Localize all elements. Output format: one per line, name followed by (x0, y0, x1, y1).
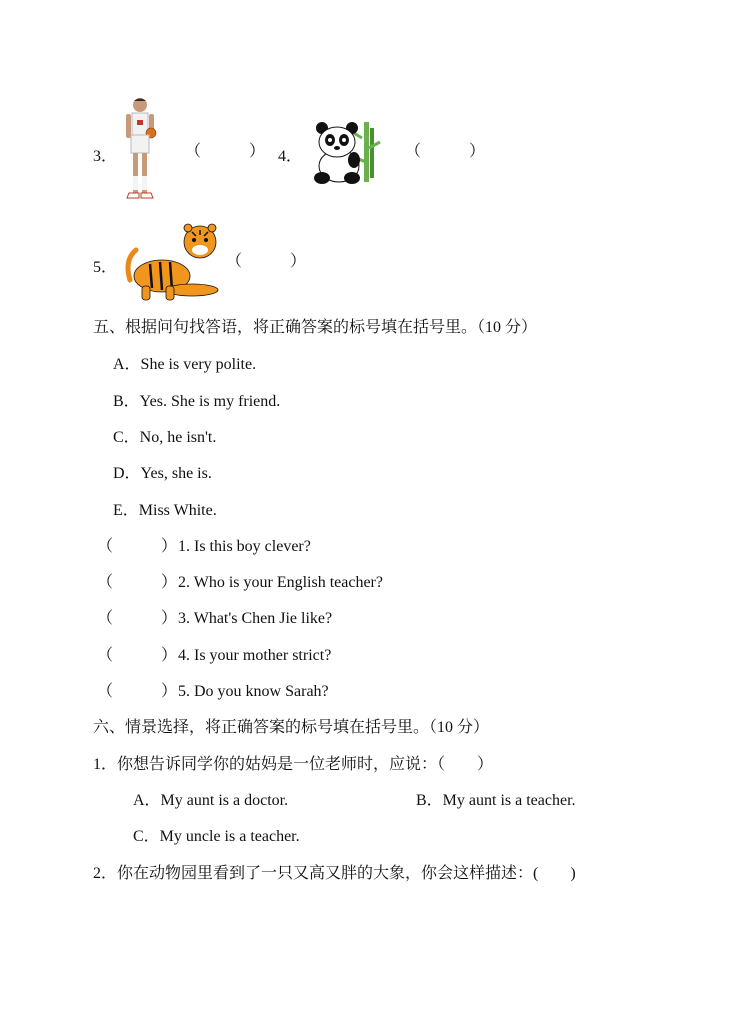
panda-icon (312, 118, 382, 188)
situation-1-option-b: B．My aunt is a teacher. (416, 792, 576, 809)
question-2-text: 2. Who is your English teacher? (178, 574, 383, 591)
answer-option-e: E．Miss White. (113, 502, 217, 519)
section-5-title: 五、根据问句找答语，将正确答案的标号填在括号里。（10 分） (93, 319, 538, 336)
question-2-paren[interactable]: （ ） (97, 574, 178, 591)
picture-answer-paren-3[interactable]: （ ） (185, 143, 266, 160)
basketball-player-icon (120, 96, 160, 208)
section-6-title: 六、情景选择，将正确答案的标号填在括号里。（10 分） (93, 719, 490, 736)
answer-option-c: C．No, he isn't. (113, 429, 217, 446)
question-5-text: 5. Do you know Sarah? (178, 683, 329, 700)
question-1-text: 1. Is this boy clever? (178, 538, 311, 555)
question-4-paren[interactable]: （ ） (97, 647, 178, 664)
picture-number-3: 3． (93, 148, 118, 165)
picture-answer-paren-5[interactable]: （ ） (226, 253, 307, 270)
question-1-paren[interactable]: （ ） (97, 538, 178, 555)
picture-number-4: 4． (278, 148, 303, 165)
situation-1-text: 1．你想告诉同学你的姑妈是一位老师时，应说：（ ） (93, 756, 494, 773)
answer-option-d: D．Yes, she is. (113, 465, 212, 482)
situation-1-option-a: A．My aunt is a doctor. (133, 792, 289, 809)
question-5-paren[interactable]: （ ） (97, 683, 178, 700)
answer-option-b: B．Yes. She is my friend. (113, 393, 281, 410)
question-4-text: 4. Is your mother strict? (178, 647, 332, 664)
situation-2-text: 2．你在动物园里看到了一只又高又胖的大象，你会这样描述：( ) (93, 865, 576, 882)
picture-number-5: 5． (93, 259, 118, 276)
question-3-paren[interactable]: （ ） (97, 610, 178, 627)
question-3-text: 3. What's Chen Jie like? (178, 610, 333, 627)
picture-answer-paren-4[interactable]: （ ） (405, 143, 486, 160)
situation-1-option-c: C．My uncle is a teacher. (133, 828, 300, 845)
answer-option-a: A．She is very polite. (113, 356, 257, 373)
tiger-icon (122, 220, 222, 304)
